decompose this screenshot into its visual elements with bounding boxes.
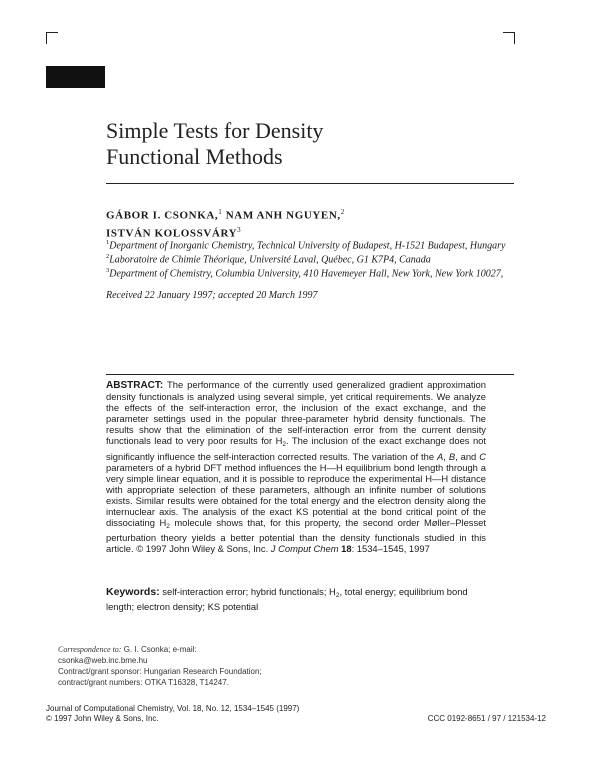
title-line-2: Functional Methods — [106, 144, 283, 169]
title-rule — [106, 183, 514, 184]
crop-mark-top-left-v — [46, 32, 47, 44]
grant-sponsor: Contract/grant sponsor: Hungarian Research Foundation; contract/grant numbers: OTKA T16328, T14247. — [58, 667, 262, 687]
crop-mark-top-left-h — [46, 32, 58, 33]
copyright-notice: © 1997 John Wiley & Sons, Inc. — [46, 714, 159, 723]
abstract: ABSTRACT: The performance of the currently used generalized gradient approximation density functionals is analyzed using several simple, yet critical requirements. We analyze the effects of the self-interaction error, the inclusion of the exact exchange, and the parameter settings used in the popular three-parameter hybrid density functionals. The results show that the elimination of the self-interaction error from the current density functionals lead to very poor results for $H_2$. The inclusion of the exact exchange does not significantly influence the self-interaction corrected results. The variation of the A, B, and C parameters of a hybrid DFT method influences the H—H equilibrium bond length through a very simple linear equation, and it is possible to reproduce the experimental H—H distance with appropriate selection of these parameters, although an infinite number of solutions exists. Similar results were obtained for the total energy and the electron density along the internuclear axis. The analysis of the exact KS potential at the bond critical point of the dissociating $H_2$ molecule shows that, for this property, the second order Møller–Plesset perturbation theory yields a better potential than the density functionals studied in this article. © 1997 John Wiley & Sons, Inc. J Comput Chem 18: 1534–1545, 1997 — [106, 379, 486, 555]
crop-mark-top-right-v — [514, 32, 515, 44]
title-line-1: Simple Tests for Density — [106, 118, 324, 143]
keywords-label: Keywords: — [106, 586, 160, 598]
author-3: ISTVÁN KOLOSSVÁRY — [106, 227, 238, 240]
journal-citation: Journal of Computational Chemistry, Vol. 18, No. 12, 1534–1545 (1997) — [46, 704, 300, 713]
abstract-rule — [106, 374, 514, 375]
affiliation-1: $^1$Department of Inorganic Chemistry, Technical University of Budapest, H-1521 Budapest, Hungary — [106, 239, 506, 252]
header-black-tab — [46, 66, 105, 88]
journal-footer — [46, 704, 299, 724]
author-2: NAM ANH NGUYEN, — [222, 209, 341, 222]
paper-title — [106, 118, 323, 170]
author-list: GÁBOR I. CSONKA,$^1$ NAM ANH NGUYEN,$^2$ ISTVÁN KOLOSSVÁRY$^3$ — [106, 208, 345, 240]
correspondence-label: Correspondence to: — [58, 645, 122, 654]
received-date: Received 22 January 1997; accepted 20 March 1997 — [106, 290, 318, 301]
ccc-code: CCC 0192-8651 / 97 / 121534-12 — [427, 714, 546, 723]
abstract-label: ABSTRACT: — [106, 380, 164, 391]
keywords: Keywords: self-interaction error; hybrid functionals; $H_2$, total energy; equilibrium bond length; electron density; KS potential — [106, 586, 468, 613]
affiliation-3: $^3$Department of Chemistry, Columbia University, 410 Havemeyer Hall, New York, New York 10027, — [106, 267, 504, 280]
author-1: GÁBOR I. CSONKA, — [106, 209, 219, 222]
journal-ref: J Comput Chem — [270, 543, 339, 555]
correspondence-note: Correspondence to: G. I. Csonka; e-mail: csonka@web.inc.bme.hu Contract/grant sponsor: Hungarian Research Foundation; contract/grant numbers: OTKA T16328, T14247. — [46, 644, 286, 688]
affiliation-2: $^2$Laboratoire de Chimie Théorique, Université Laval, Québec, G1 K7P4, Canada — [106, 253, 431, 266]
